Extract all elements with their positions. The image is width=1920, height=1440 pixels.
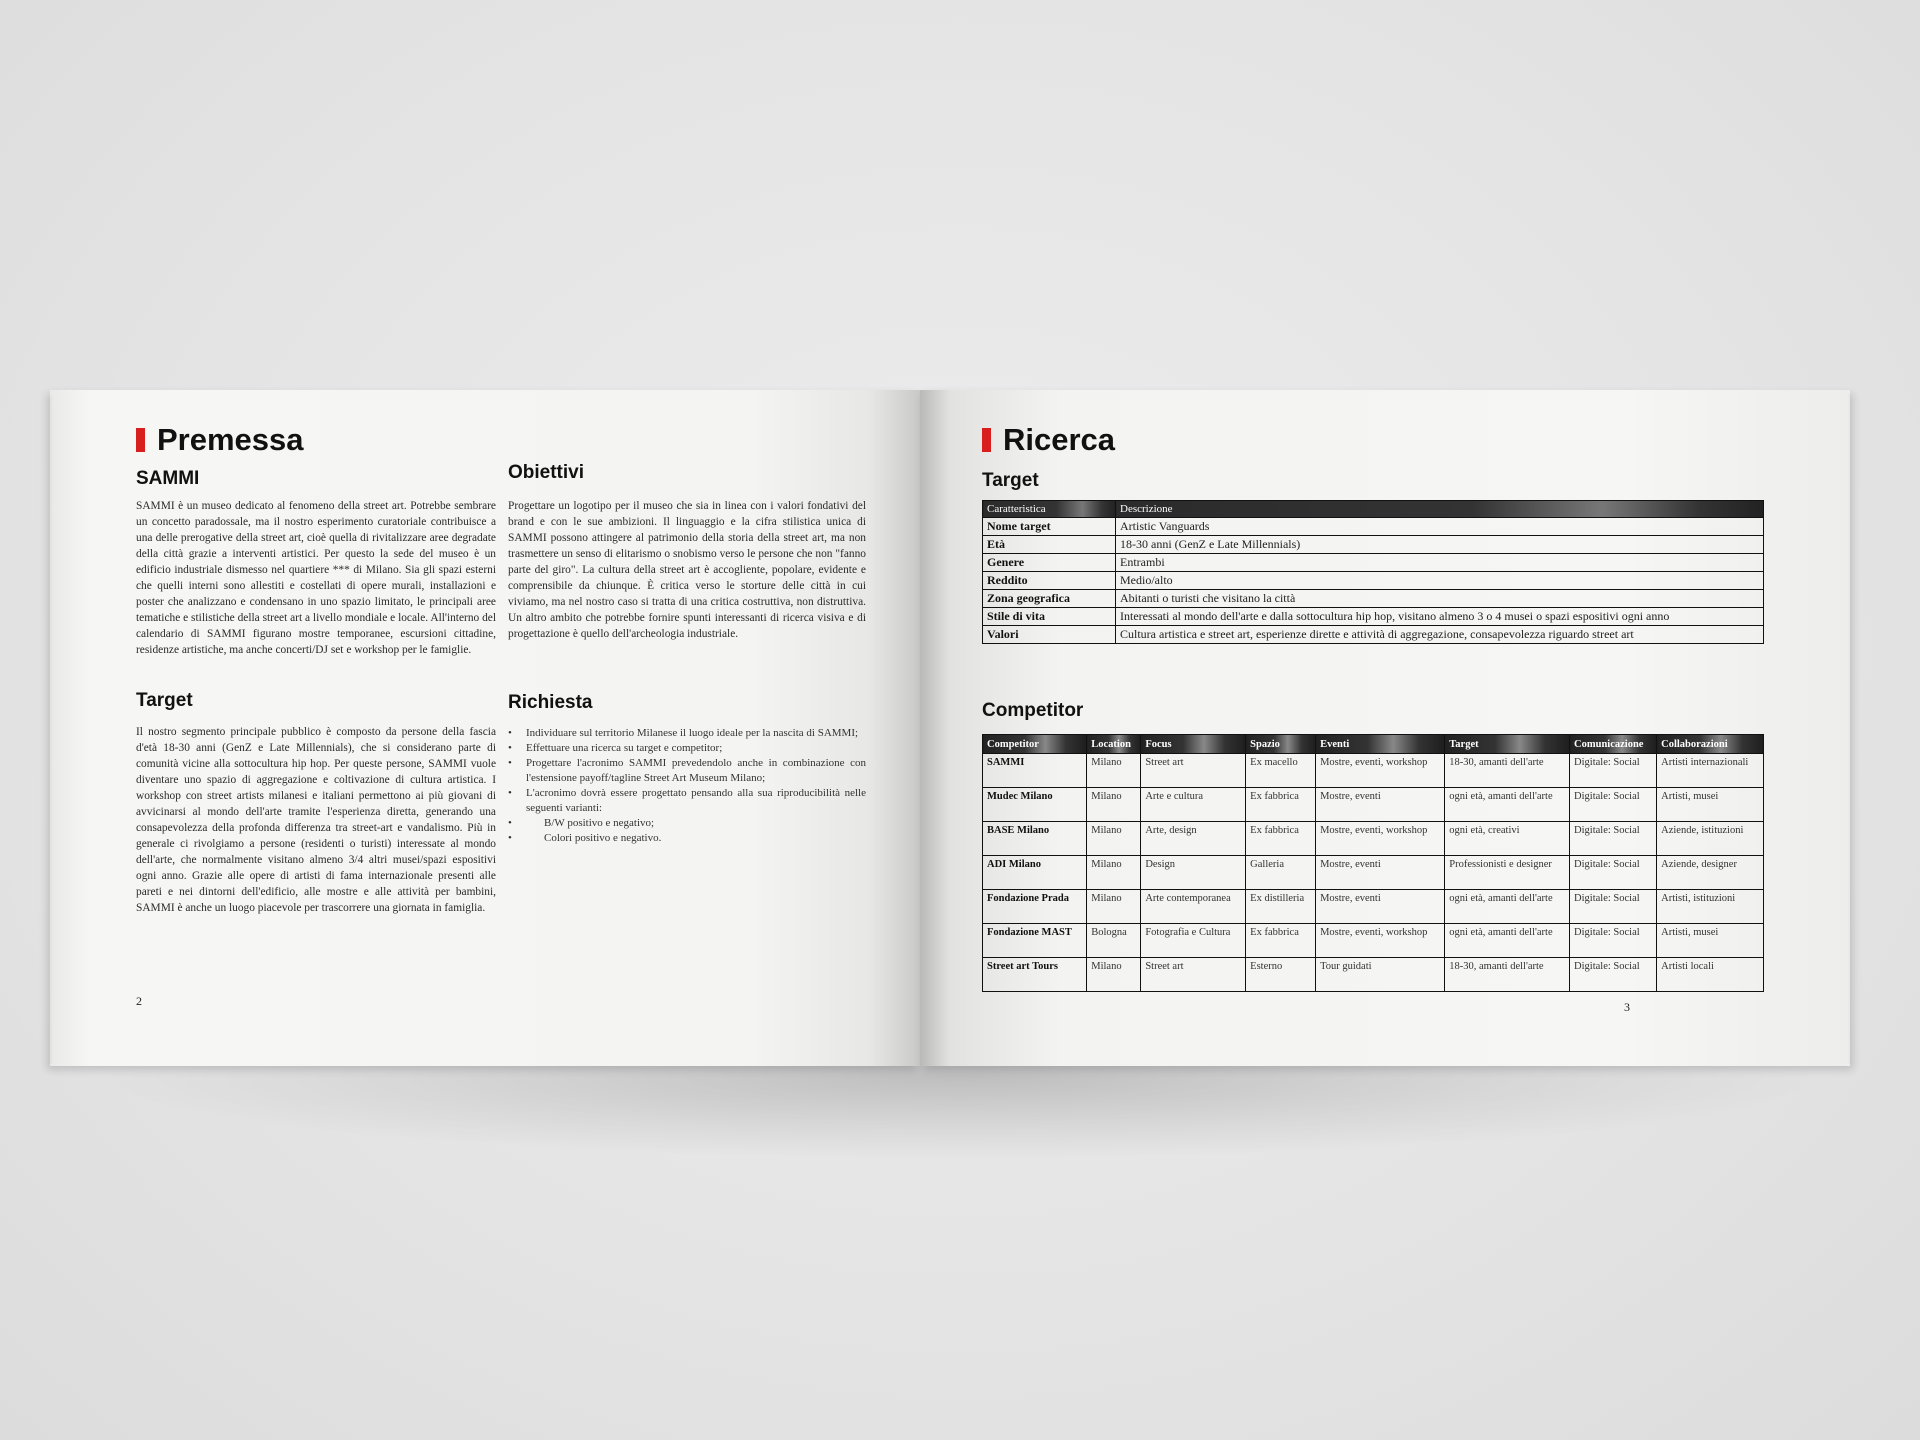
competitor-table-body — [983, 754, 1764, 992]
table-cell: Milano — [1087, 822, 1141, 856]
table-cell: Professionisti e designer — [1445, 856, 1570, 890]
table-cell: Galleria — [1246, 856, 1316, 890]
table-cell: ogni età, amanti dell'arte — [1445, 924, 1570, 958]
characteristic-cell: Genere — [983, 554, 1116, 572]
table-cell: Street art — [1141, 958, 1246, 992]
table-cell: Mostre, eventi, workshop — [1316, 924, 1445, 958]
table-cell: Milano — [1087, 754, 1141, 788]
red-accent-bar — [136, 428, 145, 452]
table-cell: Digitale: Social — [1570, 754, 1657, 788]
column-header: Comunicazione — [1570, 735, 1657, 754]
table-cell: Artisti, musei — [1657, 924, 1764, 958]
table-cell: Ex distilleria — [1246, 890, 1316, 924]
table-cell: Mostre, eventi — [1316, 890, 1445, 924]
table-cell: Ex fabbrica — [1246, 788, 1316, 822]
target-paragraph: Il nostro segmento principale pubblico è composto da persone della fascia d'età 18-30 anni (GenZ e Late Millennials), che si considerano parte di comunità vicine alla sottocultura hip hop. Per queste persone, SAMMI vuole diventare uno spazio di aggregazione e coltivazione di cultura artistica. I workshop con street artists milanesi e italiani permettono ai più giovani di avvicinarsi al mondo dell'arte tramite l'esperienza diretta, generando una consapevolezza della profonda differenza tra street-art e vandalismo. Più in generale ci rivolgiamo a persone (residenti o turisti) interessate al mondo dell'arte, che normalmente visitano almeno 3/4 altri musei/spazi espositivi ogni anno. Grazie alle opere di artisti di fama internazionale presenti alle pareti e nei dintorni dell'edificio, alle mostre e alle attività per bambini, SAMMI è anche un luogo piacevole per trascorrere una giornata in famiglia. — [136, 726, 496, 914]
description-cell: Entrambi — [1116, 554, 1764, 572]
list-subitem: • Colori positivo e negativo. — [508, 831, 866, 846]
table-cell: Tour guidati — [1316, 958, 1445, 992]
column-header: Focus — [1141, 735, 1246, 754]
characteristic-cell: Età — [983, 536, 1116, 554]
richiesta-list — [508, 726, 866, 846]
sammi-heading: SAMMI — [136, 468, 200, 489]
table-cell: Digitale: Social — [1570, 822, 1657, 856]
column-header: Competitor — [983, 735, 1087, 754]
page-number-left: 2 — [136, 994, 142, 1008]
table-cell: Aziende, designer — [1657, 856, 1764, 890]
table-cell: Ex fabbrica — [1246, 822, 1316, 856]
characteristic-cell: Valori — [983, 626, 1116, 644]
list-item: • Effettuare una ricerca su target e competitor; — [508, 741, 866, 756]
table-cell: ogni età, creativi — [1445, 822, 1570, 856]
table-cell: Design — [1141, 856, 1246, 890]
target-table — [982, 500, 1764, 644]
description-cell: Interessati al mondo dell'arte e dalla sottocultura hip hop, visitano almeno 3 o 4 musei o spazi espositivi ogni anno — [1116, 608, 1764, 626]
column-header: Eventi — [1316, 735, 1445, 754]
table-row — [983, 856, 1764, 890]
sammi-paragraph: SAMMI è un museo dedicato al fenomeno della street art. Potrebbe sembrare un concetto paradossale, ma il nostro esperimento curatoriale contribuisce a una delle prerogative della street art, cioè quella di rivitalizzare aree degradate della città grazie a interventi artistici. Per questo la sede del museo è un edificio industriale dismesso nel quartiere *** di Milano. Sia gli spazi esterni che quelli interni sono allestiti e costellati di opere murali, installazioni e poster che analizzano e condensano in uno spazio limitato, le principali aree tematiche e stilistiche della street art a livello mondiale e locale. All'interno del calendario di SAMMI figurano mostre temporanee, escursioni cittadine, residenze artistiche, ma anche concerti/DJ set e workshop per le famiglie. — [136, 500, 496, 656]
table-row — [983, 958, 1764, 992]
list-item: • Individuare sul territorio Milanese il luogo ideale per la nascita di SAMMI; — [508, 726, 866, 741]
table-header-row — [983, 501, 1764, 518]
list-item: • Progettare l'acronimo SAMMI prevedendolo anche in combinazione con l'estensione payoff/tagline Street Art Museum Milano; — [508, 756, 866, 786]
target-heading-right: Target — [982, 470, 1039, 491]
target-table-body — [983, 518, 1764, 644]
right-page-edge — [1848, 394, 1850, 1064]
characteristic-cell: Reddito — [983, 572, 1116, 590]
target-heading-left: Target — [136, 690, 193, 711]
table-row — [983, 890, 1764, 924]
characteristic-cell: Nome target — [983, 518, 1116, 536]
description-cell: Abitanti o turisti che visitano la città — [1116, 590, 1764, 608]
table-row — [983, 754, 1764, 788]
table-row — [983, 590, 1764, 608]
table-cell: Milano — [1087, 788, 1141, 822]
table-cell: Arte contemporanea — [1141, 890, 1246, 924]
table-cell: Ex macello — [1246, 754, 1316, 788]
table-cell: Digitale: Social — [1570, 958, 1657, 992]
table-header-row — [983, 735, 1764, 754]
table-cell: 18-30, amanti dell'arte — [1445, 754, 1570, 788]
description-cell: Cultura artistica e street art, esperienze dirette e attività di aggregazione, consapevolezza riguardo street art — [1116, 626, 1764, 644]
table-cell: SAMMI — [983, 754, 1087, 788]
table-cell: ADI Milano — [983, 856, 1087, 890]
table-cell: Mostre, eventi, workshop — [1316, 822, 1445, 856]
table-cell: Ex fabbrica — [1246, 924, 1316, 958]
table-cell: Milano — [1087, 958, 1141, 992]
table-row — [983, 608, 1764, 626]
richiesta-heading: Richiesta — [508, 692, 593, 713]
red-accent-bar — [982, 428, 991, 452]
competitor-table — [982, 734, 1764, 992]
table-cell: Digitale: Social — [1570, 788, 1657, 822]
premessa-title-text: Premessa — [157, 422, 304, 457]
column-header: Collaborazioni — [1657, 735, 1764, 754]
table-cell: Arte, design — [1141, 822, 1246, 856]
right-page — [920, 390, 1850, 1066]
table-cell: Fondazione Prada — [983, 890, 1087, 924]
table-cell: Mostre, eventi, workshop — [1316, 754, 1445, 788]
table-cell: Esterno — [1246, 958, 1316, 992]
table-cell: Street art — [1141, 754, 1246, 788]
column-header: Descrizione — [1116, 501, 1764, 518]
table-cell: Digitale: Social — [1570, 924, 1657, 958]
left-page-edge — [50, 396, 54, 1064]
characteristic-cell: Zona geografica — [983, 590, 1116, 608]
table-cell: Milano — [1087, 856, 1141, 890]
table-cell: Digitale: Social — [1570, 890, 1657, 924]
obiettivi-heading: Obiettivi — [508, 462, 585, 483]
table-cell: Street art Tours — [983, 958, 1087, 992]
column-header: Location — [1087, 735, 1141, 754]
table-cell: Fondazione MAST — [983, 924, 1087, 958]
column-header: Spazio — [1246, 735, 1316, 754]
table-cell: Artisti, istituzioni — [1657, 890, 1764, 924]
page-title-ricerca — [982, 422, 1115, 458]
column-header: Caratteristica — [983, 501, 1116, 518]
table-cell: Aziende, istituzioni — [1657, 822, 1764, 856]
table-cell: BASE Milano — [983, 822, 1087, 856]
competitor-heading: Competitor — [982, 700, 1084, 721]
table-cell: Arte e cultura — [1141, 788, 1246, 822]
table-row — [983, 788, 1764, 822]
characteristic-cell: Stile di vita — [983, 608, 1116, 626]
description-cell: Artistic Vanguards — [1116, 518, 1764, 536]
table-row — [983, 822, 1764, 856]
page-number-right: 3 — [1624, 1000, 1630, 1014]
description-cell: Medio/alto — [1116, 572, 1764, 590]
list-item: • L'acronimo dovrà essere progettato pensando alla sua riproducibilità nelle seguenti varianti: — [508, 786, 866, 816]
table-cell: ogni età, amanti dell'arte — [1445, 788, 1570, 822]
table-cell: ogni età, amanti dell'arte — [1445, 890, 1570, 924]
table-cell: Mudec Milano — [983, 788, 1087, 822]
page-title-premessa — [136, 422, 304, 458]
column-header: Target — [1445, 735, 1570, 754]
table-row — [983, 536, 1764, 554]
left-page — [50, 390, 920, 1066]
description-cell: 18-30 anni (GenZ e Late Millennials) — [1116, 536, 1764, 554]
table-row — [983, 626, 1764, 644]
table-cell: Artisti, musei — [1657, 788, 1764, 822]
open-booklet — [50, 390, 1850, 1066]
table-row — [983, 518, 1764, 536]
table-cell: Bologna — [1087, 924, 1141, 958]
table-row — [983, 554, 1764, 572]
list-subitem: • B/W positivo e negativo; — [508, 816, 866, 831]
table-cell: Milano — [1087, 890, 1141, 924]
table-cell: Artisti internazionali — [1657, 754, 1764, 788]
table-cell: Digitale: Social — [1570, 856, 1657, 890]
obiettivi-paragraph: Progettare un logotipo per il museo che sia in linea con i valori fondativi del brand e con le sue ambizioni. Il linguaggio e la cifra stilistica unica di SAMMI possono attingere al patrimonio della storia della street art, ma non trasmettere un senso di elitarismo o snobismo verso le persone che non "fanno parte del giro". La cultura della street art è accogliente, popolare, evidente e comprensibile da chiunque. È critica verso le storture delle città in cui viviamo, ma nel nostro caso si tratta di una critica costruttiva, non distruttiva. Un altro ambito che potrebbe fornire spunti interessanti di ricerca visiva e di progettazione è quello dell'archeologia industriale. — [508, 500, 866, 640]
table-cell: 18-30, amanti dell'arte — [1445, 958, 1570, 992]
table-cell: Fotografia e Cultura — [1141, 924, 1246, 958]
table-cell: Mostre, eventi — [1316, 856, 1445, 890]
ricerca-title-text: Ricerca — [1003, 422, 1116, 457]
table-cell: Mostre, eventi — [1316, 788, 1445, 822]
table-row — [983, 572, 1764, 590]
table-cell: Artisti locali — [1657, 958, 1764, 992]
table-row — [983, 924, 1764, 958]
